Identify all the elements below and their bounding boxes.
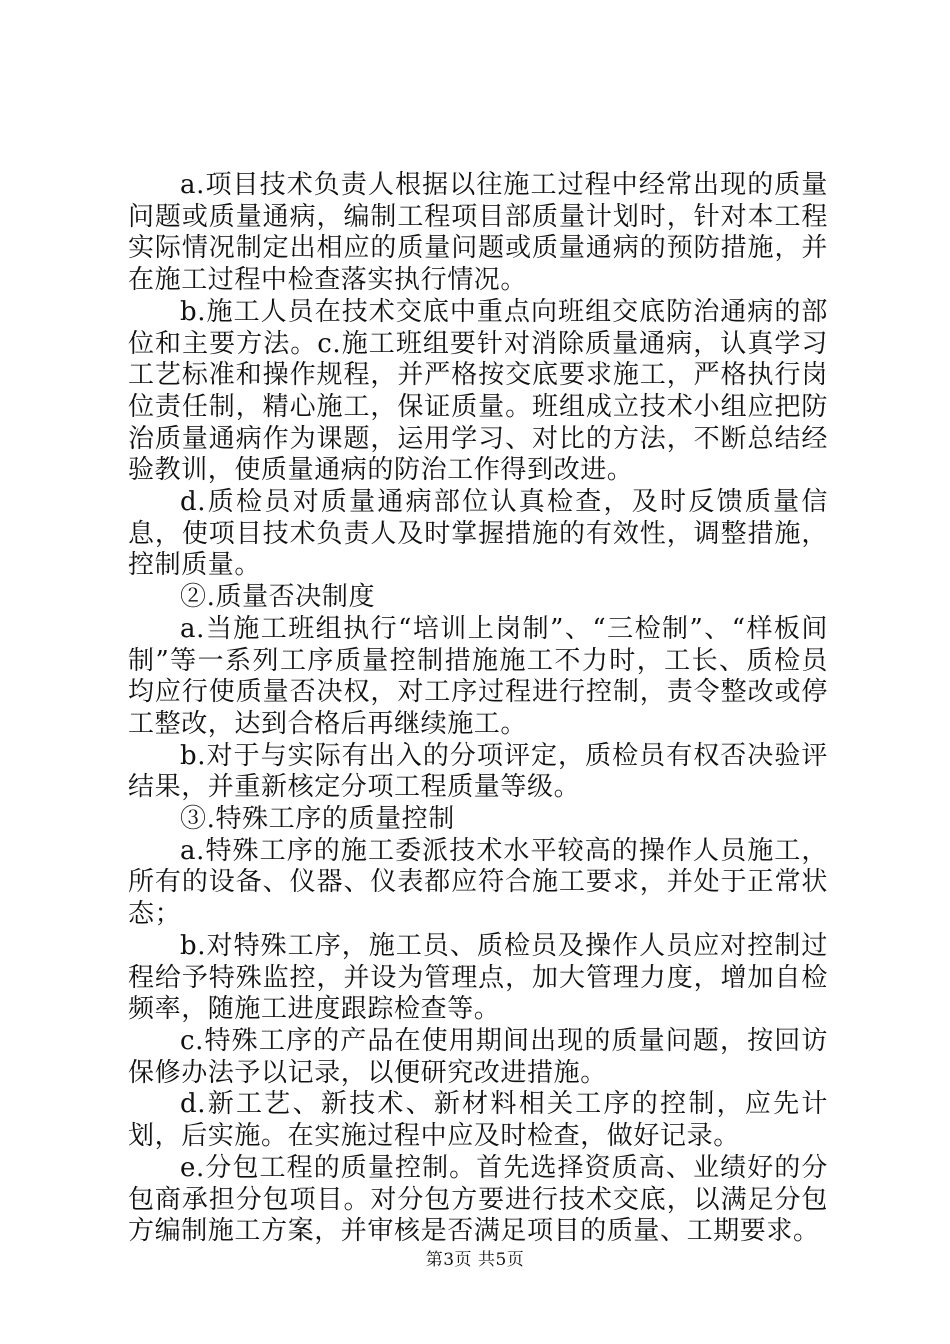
paragraph-new-technology: d.新工艺、新技术、新材料相关工序的控制，应先计划，后实施。在实施过程中应及时检查，做好记录。 bbox=[128, 1089, 828, 1152]
section-heading-special-process: ③.特殊工序的质量控制 bbox=[180, 804, 455, 835]
paragraph-technical-briefing: b.施工人员在技术交底中重点向班组交底防治通病的部位和主要方法。c.施工班组要针对消除质量通病，认真学习工艺标准和操作规程，并严格按交底要求施工，严格执行岗位责任制，精心施工，保证质量。班组成立技术小组应把防治质量通病作为课题，运用学习、对比的方法，不断总结经验教训，使质量通病的防治工作得到改进。 bbox=[128, 296, 828, 486]
paragraph-subcontract: e.分包工程的质量控制。首先选择资质高、业绩好的分包商承担分包项目。对分包方要进行技术交底，以满足分包方编制施工方案，并审核是否满足项目的质量、工期要求。 bbox=[128, 1152, 828, 1247]
paragraph-inspector-check: d.质检员对质量通病部位认真检查，及时反馈质量信息，使项目技术负责人及时掌握措施的有效性，调整措施，控制质量。 bbox=[128, 487, 828, 581]
paragraph-veto-evaluation: b.对于与实际有出入的分项评定，质检员有权否决验评结果，并重新核定分项工程质量等级。 bbox=[128, 740, 828, 803]
paragraph-veto-power: a.当施工班组执行“培训上岗制”、“三检制”、“样板间制”等一系列工序质量控制措施施工不力时，工长、质检员均应行使质量否决权，对工序过程进行控制，责令整改或停工整改，达到合格后再继续施工。 bbox=[128, 613, 828, 739]
document-body bbox=[128, 170, 828, 1248]
page-number: 第3页 共5页 bbox=[425, 1250, 525, 1270]
paragraph-special-monitoring: b.对特殊工序，施工员、质检员及操作人员应对控制过程给予特殊监控，并设为管理点，加大管理力度，增加自检频率，随施工进度跟踪检查等。 bbox=[128, 930, 828, 1025]
paragraph-special-staff: a.特殊工序的施工委派技术水平较高的操作人员施工，所有的设备、仪器、仪表都应符合施工要求，并处于正常状态； bbox=[128, 835, 828, 930]
section-heading-quality-veto: ②.质量否决制度 bbox=[180, 582, 376, 613]
paragraph-quality-plan: a.项目技术负责人根据以往施工过程中经常出现的质量问题或质量通病，编制工程项目部质量计划时，针对本工程实际情况制定出相应的质量问题或质量通病的预防措施，并在施工过程中检查落实执行情况。 bbox=[128, 170, 828, 296]
paragraph-special-records: c.特殊工序的产品在使用期间出现的质量问题，按回访保修办法予以记录，以便研究改进措施。 bbox=[128, 1025, 828, 1088]
